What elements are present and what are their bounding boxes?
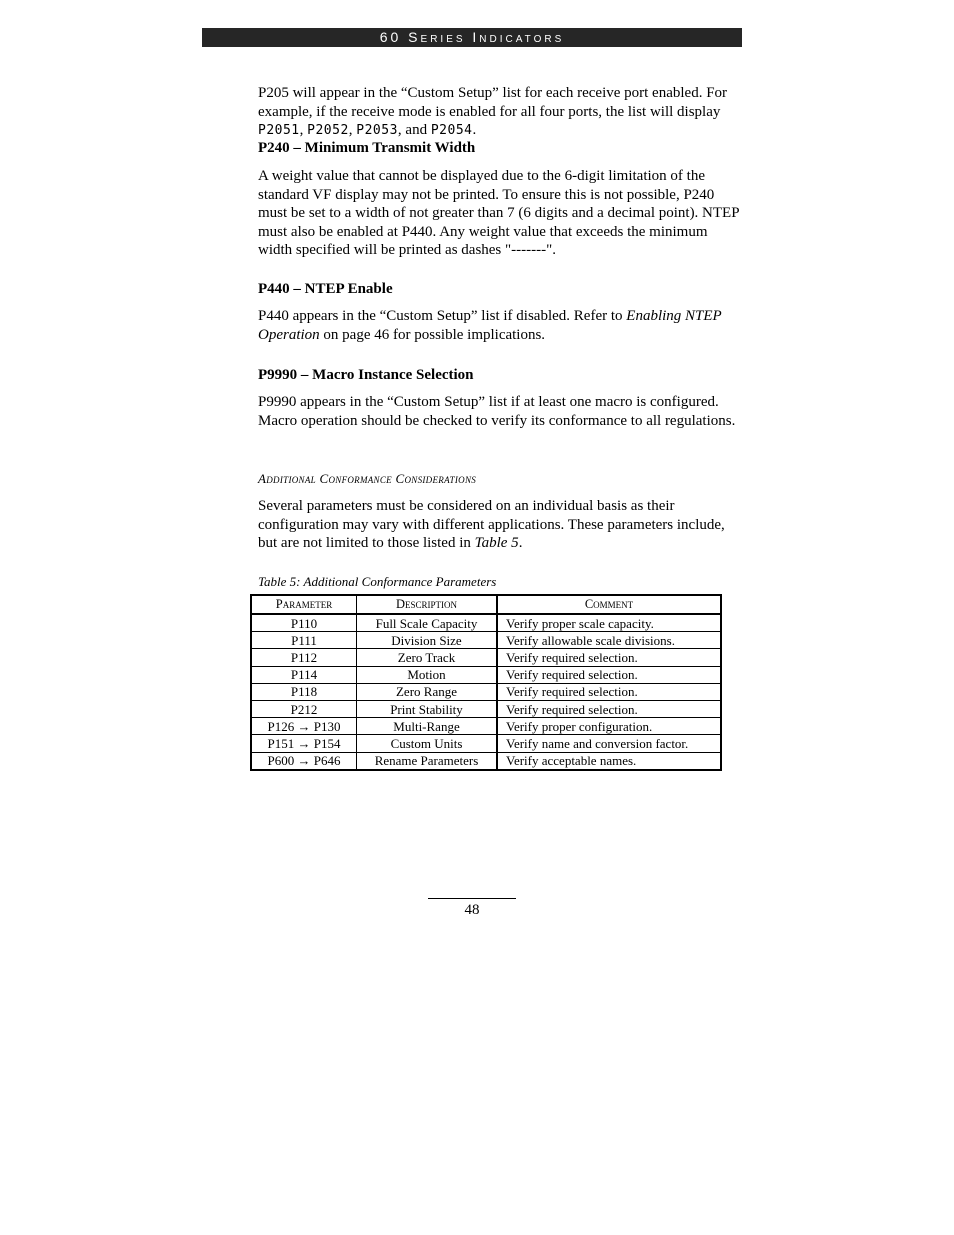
description-cell: Rename Parameters bbox=[357, 752, 498, 770]
footer-rule bbox=[428, 898, 516, 899]
page-number: 48 bbox=[464, 902, 480, 918]
additional-section bbox=[258, 470, 743, 489]
table-row bbox=[251, 683, 721, 700]
separator: . bbox=[472, 122, 477, 139]
display-code-3: P2053 bbox=[356, 123, 398, 139]
description-cell: Division Size bbox=[357, 632, 498, 649]
parameter-cell: P112 bbox=[251, 649, 357, 666]
table-header-row bbox=[251, 595, 721, 614]
table-row bbox=[251, 649, 721, 666]
p440-body bbox=[258, 307, 743, 344]
section-heading: P9990 – Macro Instance Selection bbox=[258, 367, 474, 383]
display-code-1: P2051 bbox=[258, 123, 300, 139]
comment-cell: Verify name and conversion factor. bbox=[497, 735, 721, 752]
comment-cell: Verify acceptable names. bbox=[497, 752, 721, 770]
p440-section bbox=[258, 280, 743, 299]
parameter-cell: P212 bbox=[251, 700, 357, 717]
table-row bbox=[251, 614, 721, 632]
body-text: P440 appears in the “Custom Setup” list if disabled. Refer to bbox=[258, 308, 627, 324]
section-body: P9990 appears in the “Custom Setup” list if at least one macro is configured. Macro operation should be checked to verify its conformance to all regulations. bbox=[258, 394, 736, 429]
p9990-body bbox=[258, 393, 743, 430]
description-cell: Multi-Range bbox=[357, 718, 498, 735]
column-header-parameter: Parameter bbox=[251, 595, 357, 614]
separator: , and bbox=[397, 122, 431, 139]
body-text: Several parameters must be considered on an individual basis as their configuration may vary with different applications. These parameters include, but are not limited to those listed in bbox=[258, 498, 725, 552]
table-row bbox=[251, 735, 721, 752]
comment-cell: Verify required selection. bbox=[497, 683, 721, 700]
intro-paragraph bbox=[258, 84, 743, 141]
parameter-cell: P151 → P154 bbox=[251, 735, 357, 752]
parameter-cell: P118 bbox=[251, 683, 357, 700]
description-cell: Full Scale Capacity bbox=[357, 614, 498, 632]
parameter-cell: P600 → P646 bbox=[251, 752, 357, 770]
table-row bbox=[251, 700, 721, 717]
description-cell: Zero Track bbox=[357, 649, 498, 666]
description-cell: Custom Units bbox=[357, 735, 498, 752]
column-header-description: Description bbox=[357, 595, 498, 614]
parameter-cell: P126 → P130 bbox=[251, 718, 357, 735]
table-row bbox=[251, 632, 721, 649]
comment-cell: Verify required selection. bbox=[497, 649, 721, 666]
column-header-comment: Comment bbox=[497, 595, 721, 614]
table-caption: Table 5: Additional Conformance Parameters bbox=[258, 574, 497, 589]
table-reference: Table 5 bbox=[474, 535, 519, 552]
parameter-cell: P114 bbox=[251, 666, 357, 683]
comment-cell: Verify proper scale capacity. bbox=[497, 614, 721, 632]
separator: , bbox=[348, 122, 357, 139]
p9990-section bbox=[258, 366, 743, 385]
running-header: 60 Series Indicators bbox=[202, 28, 742, 47]
conformance-table bbox=[250, 594, 722, 771]
cross-reference: Enabling NTEP Operation bbox=[258, 308, 722, 343]
parameter-cell: P110 bbox=[251, 614, 357, 632]
parameter-cell: P111 bbox=[251, 632, 357, 649]
description-cell: Zero Range bbox=[357, 683, 498, 700]
description-cell: Motion bbox=[357, 666, 498, 683]
section-heading: P240 – Minimum Transmit Width bbox=[258, 140, 476, 156]
body-text: . bbox=[518, 535, 523, 552]
comment-cell: Verify proper configuration. bbox=[497, 718, 721, 735]
table-row bbox=[251, 718, 721, 735]
p240-body bbox=[258, 167, 743, 260]
additional-body bbox=[258, 497, 743, 553]
table-row bbox=[251, 752, 721, 770]
comment-cell: Verify required selection. bbox=[497, 700, 721, 717]
display-code-4: P2054 bbox=[430, 123, 473, 139]
display-code-2: P2052 bbox=[307, 123, 349, 139]
body-text: on page 46 for possible implications. bbox=[319, 326, 546, 343]
description-cell: Print Stability bbox=[357, 700, 498, 717]
table-row bbox=[251, 666, 721, 683]
separator: , bbox=[299, 122, 308, 139]
p240-section bbox=[258, 139, 743, 158]
section-body: A weight value that cannot be displayed due to the 6-digit limitation of the standard VF display may not be printed. To ensure this is not possible, P240 must be set to a width of not greater than 7 (6 digits and a decimal point). NTEP must also be enabled at P440. Any weight value that exceeds the minimum width specified will be printed as dashes "-------". bbox=[258, 168, 740, 259]
intro-text: P205 will appear in the “Custom Setup” list for each receive port enabled. For example, if the receive mode is enabled for all four ports, the list will display bbox=[258, 85, 728, 120]
comment-cell: Verify required selection. bbox=[497, 666, 721, 683]
section-heading: P440 – NTEP Enable bbox=[258, 281, 393, 297]
comment-cell: Verify allowable scale divisions. bbox=[497, 632, 721, 649]
subsection-heading: Additional Conformance Considerations bbox=[258, 471, 477, 486]
